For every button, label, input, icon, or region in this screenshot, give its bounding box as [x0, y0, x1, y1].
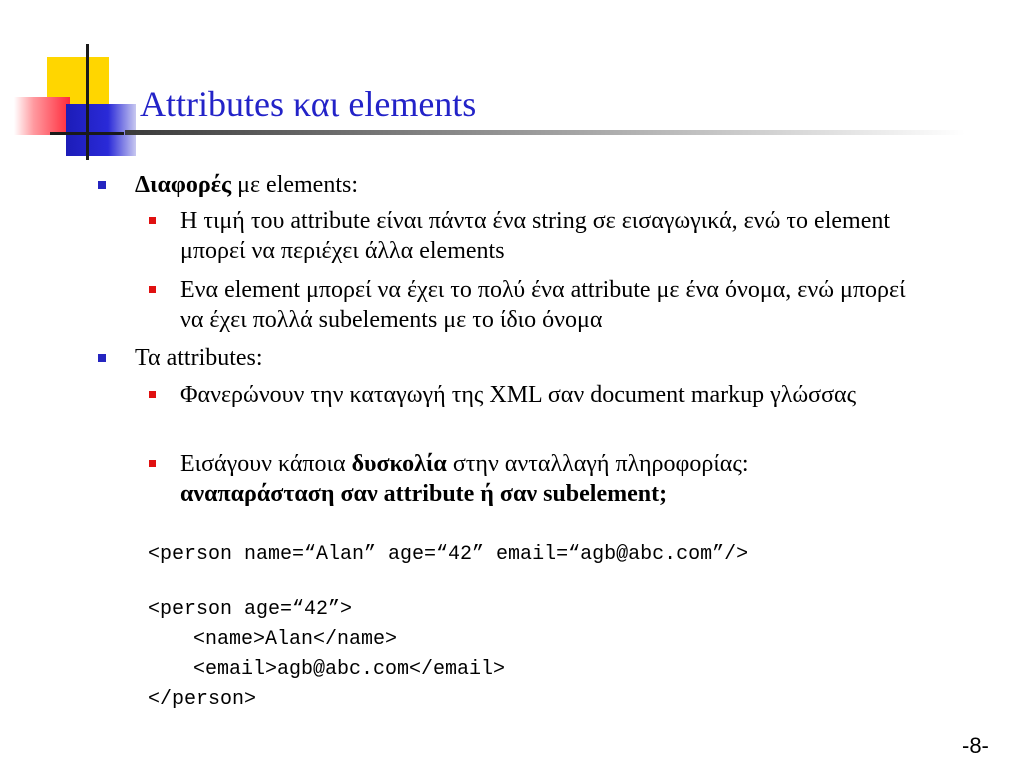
code-line-name: <name>Alan</name>	[193, 628, 398, 651]
decor-red-square	[14, 97, 70, 135]
sub-bullet-text: Φανερώνουν την καταγωγή της XML σαν document markup γλώσσας	[180, 382, 857, 408]
sub-bullet-text: Εισάγουν κάποια	[180, 451, 352, 477]
page-number: -8-	[962, 733, 989, 758]
slide-title: Attributes και elements	[140, 84, 477, 124]
sub-bullet-marker	[149, 391, 156, 398]
sub-bullet-bold-text: δυσκολία	[351, 451, 447, 477]
sub-bullet-xml-origin	[180, 380, 900, 410]
title-underline-rule	[125, 130, 965, 135]
decor-horizontal-line	[50, 132, 124, 135]
sub-bullet-marker	[149, 217, 156, 224]
bullet-differences	[135, 170, 358, 200]
sub-bullet-text: Η τιμή του attribute είναι πάντα ένα string σε εισαγωγικά, ενώ το element μπορεί να περιέχει άλλα elements	[180, 208, 891, 264]
code-line-person-close: </person>	[148, 688, 257, 711]
bullet-attributes	[135, 343, 263, 373]
bullet-bold-text: Διαφορές	[135, 172, 232, 198]
sub-bullet-text: στην ανταλλαγή πληροφορίας:	[446, 451, 749, 477]
code-line-email: <email>agb@abc.com</email>	[193, 658, 506, 681]
bullet-marker	[98, 354, 106, 362]
sub-bullet-text: Ενα element μπορεί να έχει το πολύ ένα attribute με ένα όνομα, ενώ μπορεί να έχει πολλά subelements με το ίδιο όνομα	[180, 277, 906, 333]
sub-bullet-marker	[149, 460, 156, 467]
sub-bullet-value-string	[180, 206, 940, 266]
decor-vertical-line	[86, 44, 89, 160]
sub-bullet-difficulty	[180, 449, 940, 509]
sub-bullet-marker	[149, 286, 156, 293]
bullet-marker	[98, 181, 106, 189]
bullet-text: Τα attributes:	[135, 345, 263, 371]
code-line-person-open: <person age=“42”>	[148, 598, 353, 621]
sub-bullet-bold-line: αναπαράσταση σαν attribute ή σαν subelement;	[180, 481, 668, 507]
code-line-attribute-form: <person name=“Alan” age=“42” email=“agb@abc.com”/>	[148, 543, 749, 566]
sub-bullet-attribute-name	[180, 275, 920, 335]
bullet-text: με elements:	[231, 172, 359, 198]
